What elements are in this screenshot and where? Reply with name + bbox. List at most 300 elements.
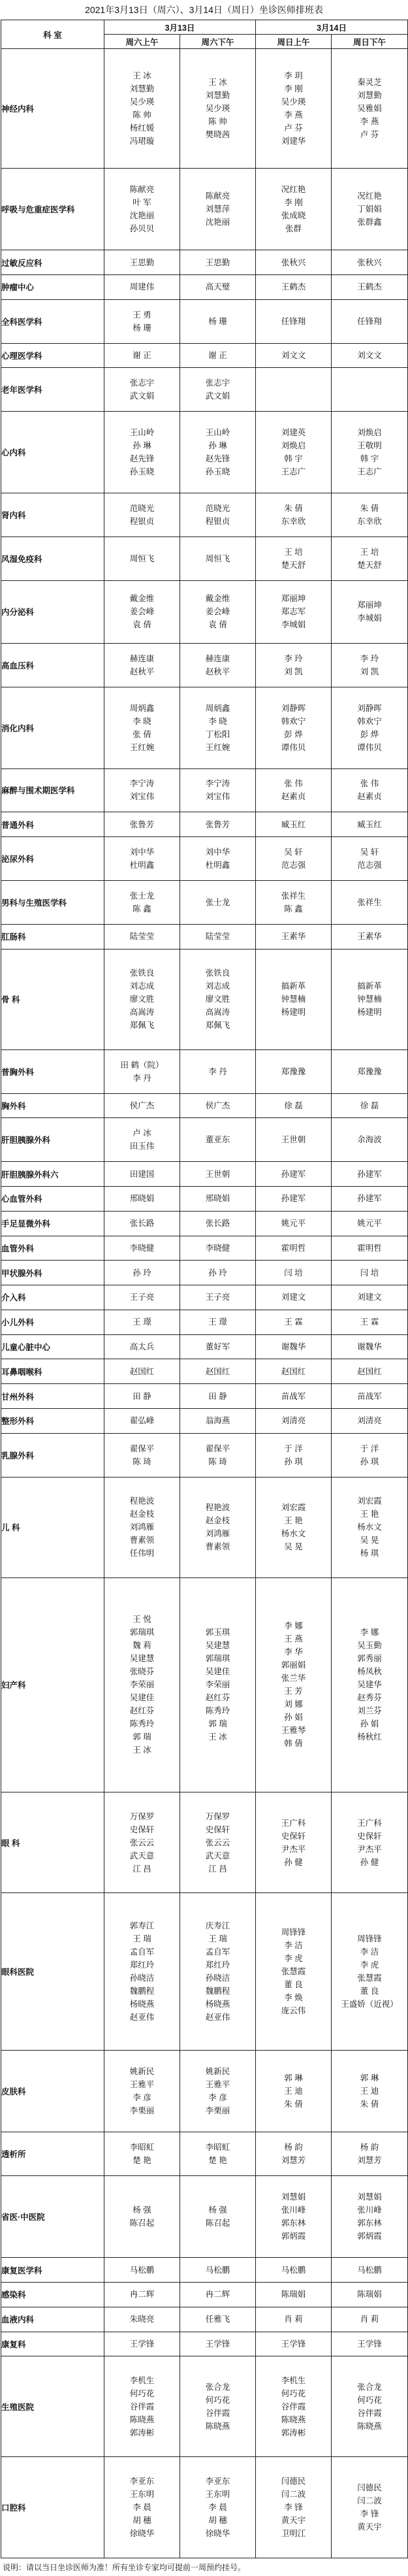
doctor-name: 于 洋 [284, 1444, 303, 1453]
doctor-cell [180, 1792, 256, 1893]
doctor-cell [104, 837, 180, 881]
schedule-table [1, 20, 408, 2558]
doctor-name: 刘志成 [205, 982, 230, 991]
doctor-name: 李宁涛 [129, 779, 155, 789]
doctor-name: 郭丽娟 [281, 1660, 306, 1670]
doctor-cell [332, 1433, 408, 1477]
doctor-name: 朱晓亮 [129, 2315, 155, 2324]
doctor-name: 郭 琳 [360, 2073, 379, 2083]
doctor-cell [332, 580, 408, 643]
doctor-name: 李机生 [281, 2375, 306, 2385]
doctor-cell [180, 1236, 256, 1261]
dept-name: 男科与生殖医学科 [1, 881, 104, 925]
doctor-cell [180, 169, 256, 250]
doctor-name: 张合龙 [357, 2382, 382, 2392]
doctor-cell [256, 643, 332, 687]
doctor-name: 武天意 [205, 1851, 230, 1860]
table-row [1, 924, 408, 949]
doctor-name: 王 芳 [284, 1687, 303, 1696]
dept-name: 眼 科 [1, 1792, 104, 1893]
doctor-name: 程银贞 [129, 517, 155, 527]
doctor-cell [104, 299, 180, 343]
doctor-name: 王广科 [357, 1818, 382, 1828]
doctor-name: 刘慧勤 [205, 91, 230, 101]
doctor-name: 孙建军 [281, 1169, 306, 1179]
doctor-cell [256, 580, 332, 643]
doctor-name: 卢 芬 [360, 130, 379, 140]
doctor-name: 王 冰 [208, 78, 227, 88]
doctor-name: 赵先锋 [205, 454, 230, 464]
doctor-name: 范晓光 [129, 504, 155, 514]
doctor-cell [104, 2176, 180, 2258]
doctor-name: 彭 烨 [360, 729, 379, 739]
doctor-cell [256, 274, 332, 299]
doctor-cell [104, 2356, 180, 2457]
doctor-name: 苗战军 [357, 1391, 382, 1401]
doctor-cell [256, 949, 332, 1049]
doctor-name: 刘建文 [281, 1293, 306, 1302]
doctor-name: 陆莹莹 [129, 932, 155, 942]
doctor-cell [104, 537, 180, 580]
doctor-name: 王鹤杰 [357, 282, 382, 292]
doctor-name: 郭 瑞 [208, 1719, 227, 1729]
doctor-name: 刘慧娟 [281, 2192, 306, 2202]
doctor-cell [256, 250, 332, 275]
doctor-name: 吴建佳 [129, 1693, 155, 1703]
dept-name: 肿瘤中心 [1, 274, 104, 299]
doctor-cell [256, 537, 332, 580]
doctor-name: 于 洋 [360, 1444, 379, 1453]
doctor-name: 周锋锋 [281, 1928, 306, 1938]
doctor-cell [180, 49, 256, 169]
doctor-cell [332, 368, 408, 412]
doctor-name: 闫二波 [357, 2496, 382, 2506]
doctor-cell [180, 1409, 256, 1434]
doctor-name: 臧玉红 [357, 819, 382, 829]
doctor-name: 吴少瑛 [129, 97, 155, 107]
dept-name: 乳腺外科 [1, 1433, 104, 1477]
doctor-name: 李城娟 [281, 620, 306, 630]
doctor-name: 史保轩 [281, 1831, 306, 1841]
doctor-name: 刘宝伟 [129, 792, 155, 802]
doctor-name: 姚元平 [281, 1219, 306, 1229]
doctor-name: 董亚东 [205, 1135, 230, 1145]
doctor-cell [180, 2283, 256, 2307]
doctor-cell [180, 1433, 256, 1477]
table-row [1, 1359, 408, 1384]
doctor-cell [104, 687, 180, 768]
dept-name: 口腔科 [1, 2457, 104, 2558]
doctor-cell [180, 2307, 256, 2332]
doctor-name: 沈艳丽 [129, 211, 155, 221]
doctor-cell [104, 2132, 180, 2176]
doctor-name: 王学锋 [205, 2339, 230, 2349]
slot-header: 周六上午 [104, 35, 180, 49]
doctor-name: 万保罗 [129, 1811, 155, 1821]
doctor-name: 刘中华 [129, 848, 155, 857]
doctor-name: 曹素领 [129, 1536, 155, 1545]
doctor-cell [104, 949, 180, 1049]
slot-header: 周日下午 [332, 35, 408, 49]
dept-name: 消化内科 [1, 687, 104, 768]
doctor-name: 程艳波 [205, 1503, 230, 1513]
doctor-name: 李 燕 [360, 117, 379, 127]
doctor-name: 刘静晖 [357, 703, 382, 713]
doctor-name: 吴 晃 [360, 1536, 379, 1545]
doctor-name: 刘志成 [129, 982, 155, 991]
dept-name: 心内科 [1, 412, 104, 493]
doctor-name: 李 玲 [284, 653, 303, 663]
doctor-cell [104, 2332, 180, 2356]
dept-name: 整形外科 [1, 1409, 104, 1434]
doctor-name: 黄天宇 [281, 2516, 306, 2526]
dept-name: 省医·中医院 [1, 2176, 104, 2258]
doctor-name: 赵素贞 [281, 792, 306, 802]
doctor-cell [332, 881, 408, 925]
doctor-name: 何巧花 [281, 2388, 306, 2398]
doctor-name: 钟慧楠 [281, 995, 306, 1004]
dept-name: 康复医学科 [1, 2258, 104, 2283]
doctor-name: 秦灵芝 [357, 78, 382, 88]
doctor-cell [180, 343, 256, 368]
doctor-name: 李 晓 [133, 716, 151, 726]
doctor-name: 赵先锋 [129, 454, 155, 464]
dept-name: 手足显微外科 [1, 1211, 104, 1236]
doctor-name: 何巧花 [357, 2395, 382, 2405]
doctor-name: 刘宝伟 [205, 792, 230, 802]
dept-name: 普胸外科 [1, 1049, 104, 1093]
doctor-cell [104, 1118, 180, 1162]
date-header-sunday: 3月14日 [256, 20, 408, 35]
doctor-name: 田建国 [129, 1169, 155, 1179]
doctor-cell [180, 1049, 256, 1093]
doctor-cell [180, 1261, 256, 1285]
doctor-name: 赵国红 [357, 1366, 382, 1376]
doctor-cell [256, 1162, 332, 1187]
doctor-name: 王 艳 [284, 1516, 303, 1526]
doctor-name: 魏 莉 [133, 1641, 151, 1651]
doctor-name: 胡 穗 [208, 2516, 227, 2526]
doctor-name: 陈晓燕 [281, 2415, 306, 2424]
doctor-name: 韩 宇 [360, 454, 379, 464]
table-row [1, 1162, 408, 1187]
doctor-name: 谢魏华 [281, 1342, 306, 1352]
doctor-cell [104, 493, 180, 537]
doctor-name: 郭瑞琪 [205, 1654, 230, 1664]
doctor-name: 王素华 [281, 932, 306, 942]
doctor-name: 李 丹 [133, 1073, 151, 1083]
doctor-name: 陆莹莹 [205, 932, 230, 942]
doctor-name: 杨红媛 [129, 124, 155, 133]
doctor-cell [104, 1384, 180, 1409]
doctor-cell [104, 2457, 180, 2558]
doctor-name: 范晓光 [205, 504, 230, 514]
table-row [1, 49, 408, 169]
doctor-cell [256, 812, 332, 837]
doctor-name: 刘建文 [357, 1293, 382, 1302]
doctor-name: 李昭虹 [205, 2143, 230, 2153]
table-row [1, 1310, 408, 1334]
table-row [1, 1792, 408, 1893]
doctor-cell [332, 1792, 408, 1893]
doctor-name: 侯广杰 [205, 1100, 230, 1110]
doctor-name: 王 冰 [133, 71, 151, 81]
table-row [1, 687, 408, 768]
slot-header: 周六下午 [180, 35, 256, 49]
doctor-name: 王世朝 [281, 1135, 306, 1145]
doctor-name: 李 锋 [360, 2509, 379, 2519]
table-row [1, 343, 408, 368]
doctor-name: 孙 琳 [208, 441, 227, 451]
doctor-name: 郭玉琪 [205, 1628, 230, 1638]
doctor-name: 张士龙 [205, 897, 230, 907]
table-row [1, 2332, 408, 2356]
doctor-cell [104, 49, 180, 169]
doctor-name: 郭涛彬 [129, 2428, 155, 2437]
doctor-cell [256, 1359, 332, 1384]
doctor-name: 王红婉 [205, 742, 230, 752]
doctor-name: 王素华 [357, 932, 382, 942]
slot-header: 周日上午 [256, 35, 332, 49]
doctor-name: 肖 莉 [360, 2315, 379, 2324]
table-row [1, 1261, 408, 1285]
doctor-name: 孙 健 [284, 1857, 303, 1867]
doctor-name: 史保轩 [129, 1825, 155, 1834]
header-row-dates [1, 20, 408, 35]
table-row [1, 250, 408, 275]
doctor-cell [332, 250, 408, 275]
doctor-name: 郑豫豫 [281, 1066, 306, 1076]
doctor-name: 赵国红 [129, 1366, 155, 1376]
doctor-cell [104, 1261, 180, 1285]
doctor-name: 马松鹏 [281, 2265, 306, 2275]
doctor-name: 王东明 [129, 2490, 155, 2500]
doctor-name: 孙玉晓 [129, 467, 155, 477]
table-row [1, 1577, 408, 1792]
doctor-name: 张鲁芳 [205, 819, 230, 829]
doctor-name: 孙 娟 [360, 1719, 379, 1729]
doctor-name: 王思勤 [205, 257, 230, 267]
doctor-name: 张群 [285, 224, 302, 234]
doctor-cell [180, 250, 256, 275]
doctor-name: 刘 凯 [360, 667, 379, 676]
table-row [1, 1118, 408, 1162]
doctor-cell [104, 580, 180, 643]
doctor-name: 袁 倩 [208, 620, 227, 630]
doctor-name: 王雅琴 [281, 1726, 306, 1736]
doctor-name: 孙 琪 [284, 1457, 303, 1466]
doctor-name: 张 伟 [360, 779, 379, 789]
doctor-cell [332, 924, 408, 949]
doctor-name: 张长路 [205, 1219, 230, 1229]
doctor-cell [104, 1409, 180, 1434]
doctor-cell [104, 768, 180, 812]
doctor-name: 史保轩 [205, 1825, 230, 1834]
table-row [1, 274, 408, 299]
doctor-cell [180, 1334, 256, 1359]
doctor-name: 廖文胜 [129, 995, 155, 1004]
doctor-name: 陈瑞娟 [357, 2290, 382, 2300]
doctor-name: 武文娟 [129, 391, 155, 401]
doctor-name: 李 彦 [208, 2093, 227, 2103]
doctor-name: 王雅平 [205, 2080, 230, 2090]
doctor-cell [180, 768, 256, 812]
doctor-cell [256, 2051, 332, 2132]
doctor-cell [256, 1433, 332, 1477]
doctor-name: 杨水文 [357, 1523, 382, 1532]
doctor-name: 李 锋 [284, 2503, 303, 2513]
doctor-cell [256, 881, 332, 925]
doctor-name: 张成晓 [281, 211, 306, 221]
dept-name: 耳鼻咽喉科 [1, 1359, 104, 1384]
doctor-name: 田 静 [133, 1391, 151, 1401]
doctor-cell [104, 343, 180, 368]
doctor-cell [332, 343, 408, 368]
doctor-cell [104, 1477, 180, 1577]
doctor-name: 李亚东 [205, 2477, 230, 2486]
table-row [1, 881, 408, 925]
doctor-name: 王 培 [284, 547, 303, 557]
doctor-name: 杨 韵 [360, 2143, 379, 2153]
dept-name: 肾内科 [1, 493, 104, 537]
doctor-cell [104, 812, 180, 837]
doctor-cell [332, 2051, 408, 2132]
doctor-name: 王学锋 [281, 2339, 306, 2349]
doctor-name: 魏鹏程 [129, 1987, 155, 1996]
doctor-name: 范志强 [281, 861, 306, 870]
doctor-name: 谷伴霞 [357, 2408, 382, 2418]
doctor-name: 魏鹏程 [205, 1987, 230, 1996]
doctor-cell [104, 2258, 180, 2283]
doctor-cell [256, 1409, 332, 1434]
dept-name: 胸外科 [1, 1093, 104, 1118]
doctor-cell [332, 687, 408, 768]
doctor-name: 孙贝贝 [129, 224, 155, 234]
table-row [1, 169, 408, 250]
doctor-cell [104, 169, 180, 250]
doctor-name: 刘鸿雁 [205, 1529, 230, 1539]
doctor-name: 张兰华 [281, 1674, 306, 1683]
doctor-name: 张铁良 [129, 968, 155, 978]
doctor-cell [332, 1118, 408, 1162]
doctor-name: 叶 军 [133, 198, 151, 208]
doctor-cell [256, 2457, 332, 2558]
doctor-name: 刘兰芬 [357, 1706, 382, 1716]
doctor-name: 孟自军 [205, 1947, 230, 1957]
doctor-name: 郭炳霞 [281, 2232, 306, 2241]
doctor-cell [180, 493, 256, 537]
doctor-cell [256, 1334, 332, 1359]
doctor-name: 刘建英 [281, 428, 306, 438]
doctor-name: 张秋兴 [281, 257, 306, 267]
doctor-name: 卢 芬 [284, 124, 303, 133]
doctor-name: 张秋兴 [357, 257, 382, 267]
doctor-name: 任伟明 [129, 1549, 155, 1559]
doctor-name: 李 丹 [208, 1066, 227, 1076]
doctor-cell [332, 2132, 408, 2176]
doctor-name: 李 娜 [284, 1621, 303, 1631]
doctor-name: 郭涛彬 [281, 2428, 306, 2437]
doctor-name: 杨 琪 [360, 1549, 379, 1559]
doctor-name: 赵红芬 [129, 1706, 155, 1716]
doctor-cell [332, 1236, 408, 1261]
dept-name: 过敏反应科 [1, 250, 104, 275]
doctor-name: 马松鹏 [205, 2265, 230, 2275]
doctor-name: 李 刚 [284, 84, 303, 94]
doctor-name: 张合龙 [205, 2382, 230, 2392]
doctor-cell [180, 299, 256, 343]
table-row [1, 2356, 408, 2457]
doctor-name: 邢晓娟 [129, 1194, 155, 1204]
doctor-name: 赵素贞 [357, 792, 382, 802]
doctor-name: 张祥生 [281, 891, 306, 900]
doctor-name: 吴 轩 [360, 848, 379, 857]
doctor-cell [180, 2176, 256, 2258]
doctor-name: 李城娟 [357, 614, 382, 623]
doctor-name: 郑丽坤 [281, 594, 306, 604]
doctor-name: 郑志军 [281, 607, 306, 617]
doctor-name: 孙玉晓 [205, 467, 230, 477]
doctor-name: 张 倩 [133, 729, 151, 739]
doctor-name: 杜明鑫 [129, 861, 155, 870]
doctor-name: 楚天舒 [357, 560, 382, 570]
doctor-name: 庞云伟 [281, 2006, 306, 2016]
doctor-name: 尹杰平 [357, 1844, 382, 1854]
doctor-name: 何巧花 [205, 2395, 230, 2405]
doctor-name: 翟保平 [129, 1444, 155, 1453]
doctor-name: 王 冰 [133, 1745, 151, 1755]
doctor-cell [104, 1211, 180, 1236]
doctor-cell [332, 1093, 408, 1118]
doctor-name: 李 虎 [284, 1954, 303, 1964]
doctor-name: 朱 倩 [360, 504, 379, 514]
doctor-name: 周建伟 [129, 282, 155, 292]
doctor-name: 张群鑫 [357, 218, 382, 227]
doctor-cell [256, 1310, 332, 1334]
doctor-name: 谢 正 [133, 350, 151, 360]
doctor-name: 李 虎 [360, 1960, 379, 1970]
doctor-cell [332, 412, 408, 493]
doctor-name: 赵秋平 [129, 667, 155, 676]
doctor-cell [104, 368, 180, 412]
doctor-cell [332, 1310, 408, 1334]
doctor-cell [332, 493, 408, 537]
doctor-name: 刘鸿雁 [129, 1523, 155, 1532]
table-row [1, 1893, 408, 2051]
doctor-name: 孙 玲 [133, 1268, 151, 1278]
doctor-cell [332, 537, 408, 580]
doctor-name: 吴建华 [357, 1680, 382, 1690]
doctor-name: 王红婉 [129, 742, 155, 752]
doctor-name: 李荣丽 [129, 1680, 155, 1690]
doctor-name: 赵亚伟 [205, 2013, 230, 2023]
table-row [1, 2457, 408, 2558]
dept-name: 妇产科 [1, 1577, 104, 1792]
doctor-cell [104, 1162, 180, 1187]
doctor-cell [180, 1384, 256, 1409]
doctor-name: 闫二波 [281, 2490, 306, 2500]
doctor-name: 孙 娟 [284, 1713, 303, 1723]
doctor-name: 李晓健 [205, 1243, 230, 1253]
doctor-name: 王志广 [357, 467, 382, 477]
doctor-cell [332, 1211, 408, 1236]
table-row [1, 1433, 408, 1477]
doctor-name: 姚元平 [357, 1219, 382, 1229]
dept-name: 全科医学科 [1, 299, 104, 343]
doctor-name: 刘清亮 [281, 1416, 306, 1426]
doctor-name: 郑红玲 [205, 1960, 230, 1970]
dept-name: 皮肤科 [1, 2051, 104, 2132]
